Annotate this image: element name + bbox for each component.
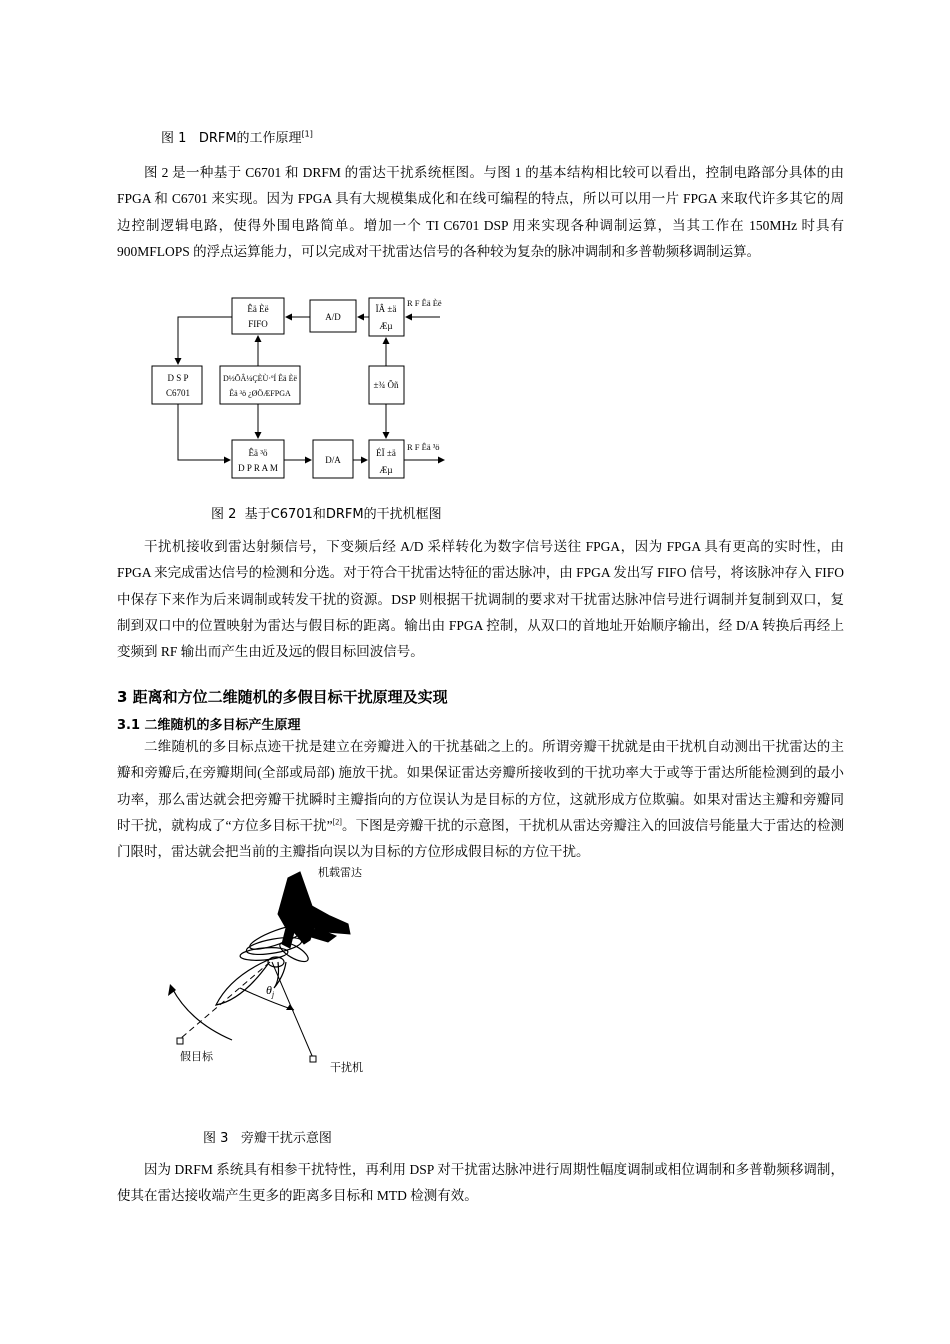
fpga-box [220, 366, 300, 404]
rf-output-label: R F Êä ³ö [407, 442, 440, 452]
dpram-label-1: Êä ³ö [248, 448, 268, 458]
fpga-label-1: D½ÕÂ¼ÇÈÙ·ºÍ Êä Èë [222, 374, 298, 383]
fig3-caption: 图 3 旁瓣干扰示意图 [203, 1131, 332, 1146]
fifo-label-1: Êä Èë [247, 304, 269, 314]
oscillator-label: ±¾ Õñ [373, 380, 399, 390]
arrow-fifo-dsp [178, 317, 232, 364]
theta-label: $\theta_j$ [266, 983, 275, 999]
downconverter-label-2: Æµ [379, 321, 393, 331]
paragraph-4: 因为 DRFM 系统具有相参干扰特性，再利用 DSP 对干扰雷达脉冲进行周期性幅度调制或相位调制和多普勒频移调制，使其在雷达接收端产生更多的距离多目标和 MTD 检测有效。 [117, 1162, 844, 1204]
dsp-label-2: C6701 [165, 388, 191, 398]
arc-arrow-icon [168, 984, 176, 996]
false-target-marker [177, 1038, 183, 1044]
dsp-label-1: D S P [167, 373, 189, 383]
theta-arrow-icon [286, 1004, 294, 1010]
jammer-label: 干扰机 [330, 1061, 363, 1074]
false-target-label: 假目标 [180, 1050, 213, 1063]
section-3-heading: 3 距离和方位二维随机的多假目标干扰原理及实现 [117, 688, 448, 706]
fpga-label-2: Êä ³ö ¿ØÖÆFPGA [229, 389, 291, 398]
jammer-marker [310, 1056, 316, 1062]
dpram-label-2: D P R A M [238, 463, 278, 473]
block-diagram [140, 292, 460, 487]
downconverter-label-1: ÏÂ ±ä [375, 304, 397, 314]
upconverter-label-2: Æµ [379, 465, 393, 475]
dsp-box [152, 366, 202, 404]
fifo-label-2: FIFO [248, 319, 268, 329]
upconverter-label-1: ÉÏ ±ä [376, 448, 396, 458]
fig1-caption: 图 1 DRFM的工作原理[1] [161, 129, 313, 146]
main-lobe-direction [180, 962, 270, 1039]
radar-label: 机载雷达 [318, 866, 362, 879]
paragraph-2: 干扰机接收到雷达射频信号，下变频后经 A/D 采样转化为数字信号送往 FPGA，因为 FPGA 具有更高的实时性，由 FPGA 来完成雷达信号的检测和分选。对于符合干扰雷达特征的雷达脉冲，由 FPGA 发出写 FIFO 信号，将该脉冲存入 FIFO 中保存下来作为后来调制或转发干扰的资源。DSP 则根据干扰调制的要求对干扰雷达脉冲信号进行调制并复制到双口，复制到双口中的位置映射为雷达与假目标的距离。输出由 FPGA 控制，从双口的首地址开始顺序输出，经 D/A 转换后再经上变频到 RF 输出而产生由近及远的假目标回波信号。 [117, 539, 844, 660]
section-3-1-heading: 3.1 二维随机的多目标产生原理 [117, 718, 301, 733]
fig2-caption: 图 2 基于C6701和DRFM的干扰机框图 [211, 507, 442, 522]
ad-label: A/D [325, 312, 341, 322]
da-label: D/A [325, 455, 341, 465]
arrow-dsp-dpram [178, 404, 230, 460]
paragraph-3: 二维随机的多目标点迹干扰是建立在旁瓣进入的干扰基础之上的。所谓旁瓣干扰就是由干扰机自动测出干扰雷达的主瓣和旁瓣后,在旁瓣期间(全部或局部) 施放干扰。如果保证雷达旁瓣所接收到的干扰功率大于或等于雷达所能检测到的最小功率，那么雷达就会把旁瓣干扰瞬时主瓣指向的方位误认为是目标的方位，这就形成方位欺骗。如果对雷达主瓣和旁瓣同时干扰，就构成了“方位多目标干扰”[2]。下图是旁瓣干扰的示意图，干扰机从雷达旁瓣注入的回波信号能量大于雷达的检测门限时，雷达就会把当前的主瓣指向误以为目标的方位形成假目标的方位干扰。 [117, 739, 845, 860]
sidelobe-diagram [160, 862, 400, 1082]
false-target-arc [172, 988, 232, 1040]
rf-input-label: R F Êä Èë [407, 298, 442, 308]
aircraft-icon [278, 872, 350, 948]
paragraph-1: 图 2 是一种基于 C6701 和 DRFM 的雷达干扰系统框图。与图 1 的基本结构相比较可以看出，控制电路部分具体的由 FPGA 和 C6701 来实现。因为 FPGA 具有大规模集成化和在线可编程的特点，所以可以用一片 FPGA 来取代许多其它的周边控制逻辑电路，使得外围电路简单。增加一个 TI C6701 DSP 用来实现各种调制运算，当其工作在 150MHz 时具有 900MFLOPS 的浮点运算能力，可以完成对干扰雷达信号的各种较为复杂的脉冲调制和多普勒频移调制运算。 [117, 165, 844, 259]
